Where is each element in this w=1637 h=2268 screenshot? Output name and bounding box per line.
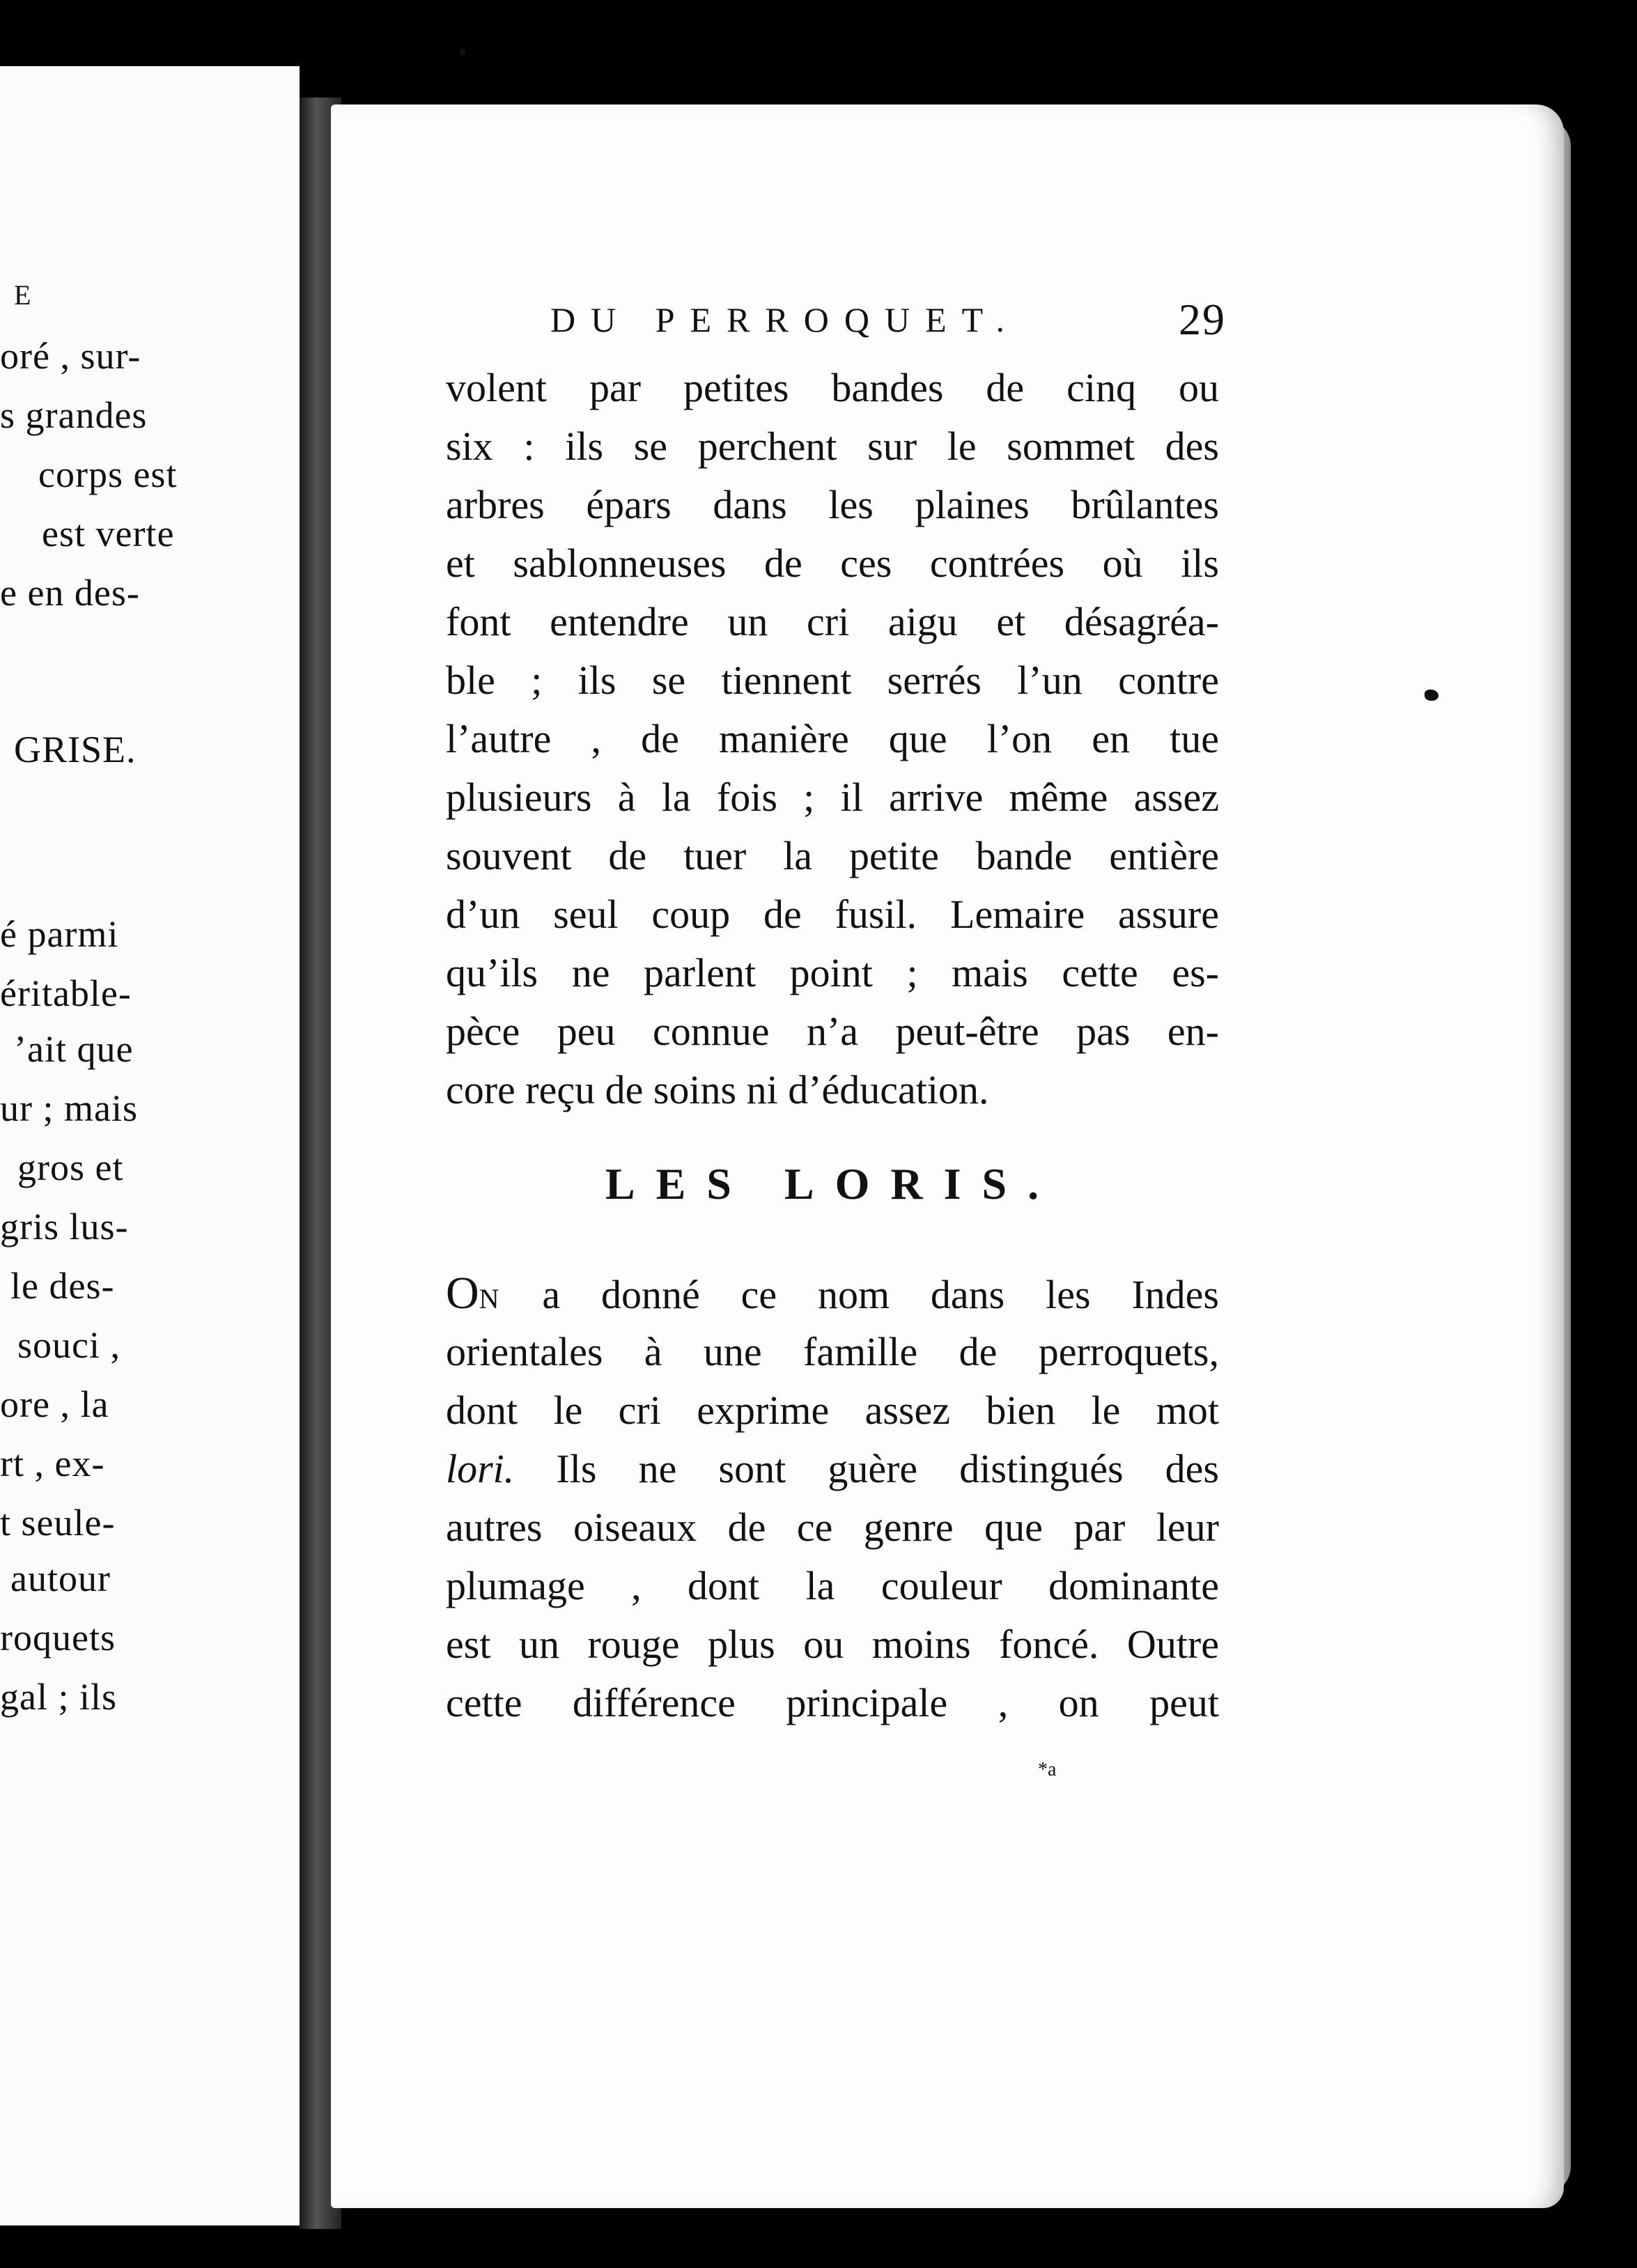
paragraph-2	[446, 1264, 1219, 1732]
left-page-text	[0, 66, 300, 2226]
text-line: volent par petites bandes de cinq ou	[446, 365, 1219, 410]
left-line: corps est	[38, 453, 178, 495]
text-line: pèce peu connue n’a peut-être pas en-	[446, 1009, 1219, 1054]
left-line: autour	[10, 1558, 111, 1599]
text-line: six : ils se perchent sur le sommet des	[446, 424, 1219, 469]
text-line: autres oiseaux de ce genre que par leur	[446, 1505, 1219, 1550]
text-line: plumage , dont la couleur dominante	[446, 1563, 1219, 1608]
text-line: souvent de tuer la petite bande entière	[446, 833, 1219, 878]
left-line: est verte	[42, 513, 175, 554]
left-line: gros et	[17, 1147, 124, 1188]
left-line: E	[14, 279, 32, 311]
line-text: Ils ne sont guère distingués des	[556, 1446, 1219, 1491]
left-line: s grandes	[0, 394, 148, 436]
left-line: é parmi	[0, 913, 119, 955]
left-line: ’ait que	[14, 1028, 134, 1070]
page-number: 29	[1179, 295, 1226, 344]
catchword: *a	[1038, 1759, 1057, 1780]
section-heading: LES LORIS.	[605, 1159, 1060, 1209]
left-line: ur ; mais	[0, 1087, 138, 1129]
left-line: roquets	[0, 1617, 116, 1659]
scan-speck	[1425, 690, 1438, 701]
text-line: d’un seul coup de fusil. Lemaire assure	[446, 892, 1219, 937]
paragraph-1	[446, 359, 1219, 1119]
left-page	[0, 66, 300, 2226]
text-line: ble ; ils se tiennent serrés l’un contre	[446, 658, 1219, 703]
left-line: le des-	[10, 1265, 115, 1307]
text-line: core reçu de soins ni d’éducation.	[446, 1067, 989, 1112]
left-line: t seule-	[0, 1502, 116, 1544]
text-line: cette différence principale , on peut	[446, 1680, 1219, 1725]
text-line: dont le cri exprime assez bien le mot	[446, 1388, 1219, 1433]
left-line: rt , ex-	[0, 1443, 105, 1484]
left-line: gal ; ils	[0, 1676, 117, 1718]
text-line: l’autre , de manière que l’on en tue	[446, 716, 1219, 761]
text-line: arbres épars dans les plaines brûlantes	[446, 482, 1219, 527]
running-head-title: DU PERROQUET.	[550, 300, 1020, 339]
left-line: e en des-	[0, 572, 140, 614]
small-caps: N	[479, 1283, 502, 1314]
first-line-text: a donné ce nom dans les Indes	[542, 1272, 1219, 1317]
left-line: ore , la	[0, 1383, 109, 1425]
italic-word: lori.	[446, 1446, 515, 1491]
text-line: font entendre un cri aigu et désagréa-	[446, 599, 1219, 644]
left-heading: GRISE.	[14, 729, 137, 770]
left-line: gris lus-	[0, 1206, 129, 1248]
left-line: éritable-	[0, 972, 132, 1014]
scan-speck	[460, 49, 465, 56]
text-line: plusieurs à la fois ; il arrive même assez	[446, 775, 1219, 820]
text-line: orientales à une famille de perroquets,	[446, 1329, 1219, 1374]
left-line: souci ,	[17, 1324, 121, 1366]
text-line-first	[446, 1264, 1219, 1323]
text-line-italic	[446, 1440, 1219, 1498]
text-line: et sablonneuses de ces contrées où ils	[446, 541, 1219, 586]
text-line: qu’ils ne parlent point ; mais cette es-	[446, 950, 1219, 995]
running-head	[550, 295, 1226, 348]
initial-letter: O	[446, 1268, 479, 1319]
left-line: oré , sur-	[0, 335, 141, 377]
text-line: est un rouge plus ou moins foncé. Outre	[446, 1622, 1219, 1667]
